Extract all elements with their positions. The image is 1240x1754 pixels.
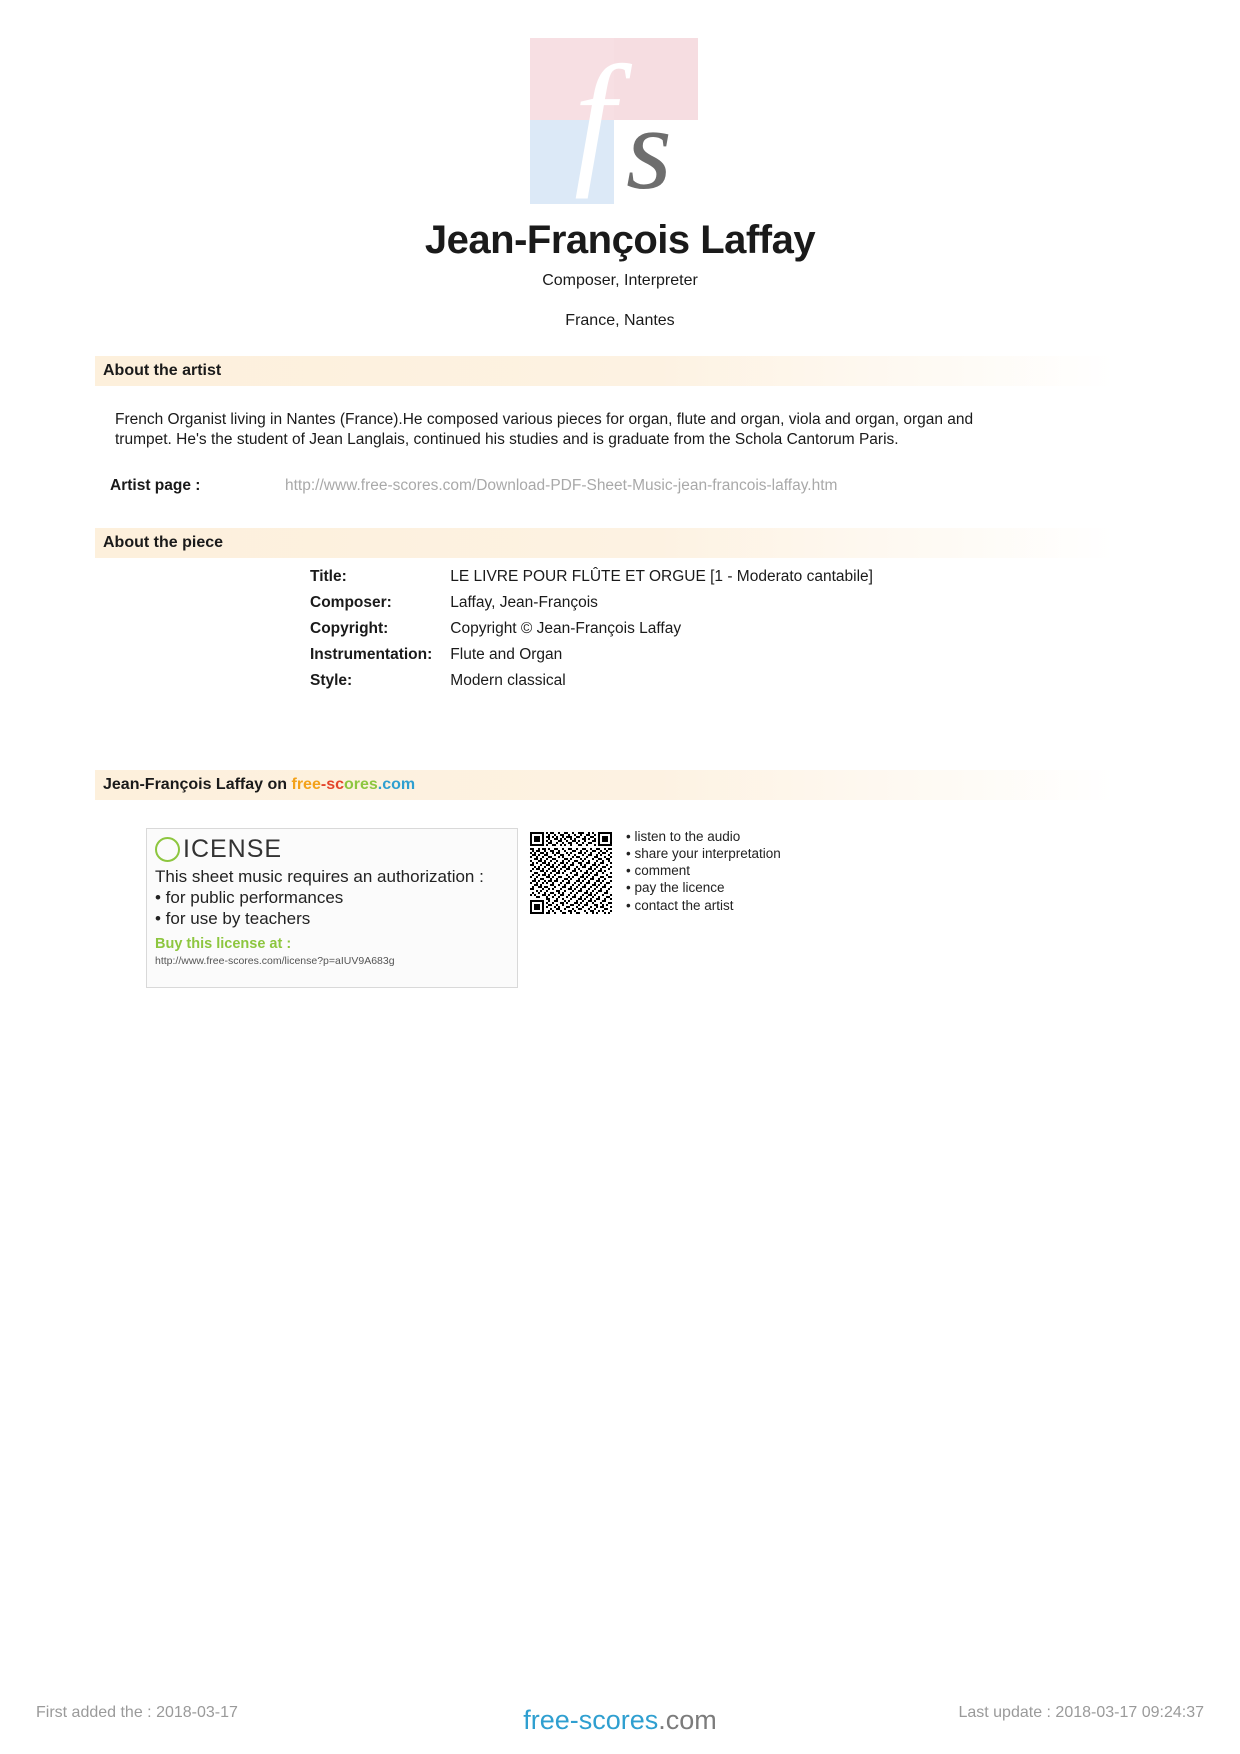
table-row: [310, 672, 873, 698]
fs-brand-free: free: [291, 776, 321, 793]
license-box: [146, 828, 518, 988]
fs-brand-sc: sc: [326, 776, 344, 793]
license-ring-icon: [155, 837, 180, 862]
section-title-about-piece: About the piece: [103, 534, 224, 551]
piece-details-table: [310, 568, 873, 698]
table-row: [310, 646, 873, 672]
footer-first-added: First added the : 2018-03-17: [36, 1704, 238, 1721]
artist-location: France, Nantes: [565, 312, 675, 329]
fs-brand-es: es: [359, 776, 378, 793]
piece-key-copyright: Copyright:: [310, 620, 389, 637]
fs-brand-dotcom: .com: [377, 776, 416, 793]
logo-letter-f: f: [574, 36, 616, 200]
action-pay-the-licence[interactable]: • pay the licence: [626, 880, 725, 896]
license-title-text: ICENSE: [183, 835, 283, 863]
table-row: [310, 620, 873, 646]
footer-last-update: Last update : 2018-03-17 09:24:37: [958, 1704, 1204, 1721]
section-header-about-piece: [95, 528, 1115, 558]
artist-page-label: Artist page :: [110, 477, 201, 494]
action-list: [626, 828, 781, 914]
logo-letter-s: s: [626, 83, 672, 214]
footer-brand-dash: -: [569, 1705, 579, 1735]
license-subtitle: This sheet music requires an authorization :: [155, 867, 484, 886]
action-listen-to-the-audio[interactable]: • listen to the audio: [626, 829, 741, 844]
artist-page-row: [110, 477, 1060, 495]
footer-brand-dotcom: .com: [658, 1705, 717, 1735]
piece-value-copyright: Copyright © Jean-François Laffay: [450, 620, 682, 637]
free-scores-logo: [530, 36, 710, 214]
license-title: [155, 837, 507, 862]
action-contact-the-artist[interactable]: • contact the artist: [626, 897, 734, 913]
table-row: [310, 594, 873, 620]
piece-value-composer: Laffay, Jean-François: [450, 594, 598, 611]
qr-code-svg: [530, 832, 612, 914]
fs-bar-text: [95, 776, 415, 794]
table-row: [310, 568, 873, 594]
footer-brand-free: free: [523, 1705, 570, 1735]
piece-value-instrumentation: Flute and Organ: [450, 646, 563, 663]
artist-role: Composer, Interpreter: [542, 272, 698, 289]
page-title: Jean-François Laffay: [424, 218, 816, 262]
piece-value-style: Modern classical: [450, 672, 566, 689]
artist-page-link[interactable]: http://www.free-scores.com/Download-PDF-Sheet-Music-jean-francois-laffay.htm: [285, 477, 838, 494]
piece-value-title: LE LIVRE POUR FLÛTE ET ORGUE [1 - Moderato cantabile]: [450, 568, 873, 585]
section-header-about-artist: [95, 356, 1115, 386]
artist-bio-text: French Organist living in Nantes (France).He composed various pieces for organ, flute and organ, viola and organ, organ and trumpet. He's the student of Jean Langlais, continued his studies and is graduate from the Schola Cantorum Paris.: [115, 411, 974, 448]
piece-key-title: Title:: [310, 568, 347, 585]
section-title-about-artist: About the artist: [103, 362, 222, 379]
footer-brand[interactable]: [523, 1705, 717, 1736]
fs-brand-or: or: [343, 776, 360, 793]
license-item-use-by-teachers: • for use by teachers: [155, 909, 311, 929]
piece-key-composer: Composer:: [310, 594, 392, 611]
action-share-your-interpretation[interactable]: • share your interpretation: [626, 846, 781, 862]
license-item-public-performances: • for public performances: [155, 888, 344, 908]
action-comment[interactable]: • comment: [626, 863, 690, 879]
qr-code-icon[interactable]: [530, 832, 612, 914]
license-buy-label: Buy this license at :: [155, 935, 292, 952]
piece-key-instrumentation: Instrumentation:: [310, 646, 433, 663]
piece-key-style: Style:: [310, 672, 353, 689]
fs-brand-dash: -: [320, 776, 327, 793]
footer-brand-scores: scores: [578, 1705, 659, 1735]
fs-bar-prefix: Jean-François Laffay on: [103, 776, 292, 793]
license-buy-link[interactable]: http://www.free-scores.com/license?p=aIUV9A683g: [155, 954, 395, 967]
section-header-artist-on-free-scores: [95, 770, 1115, 800]
